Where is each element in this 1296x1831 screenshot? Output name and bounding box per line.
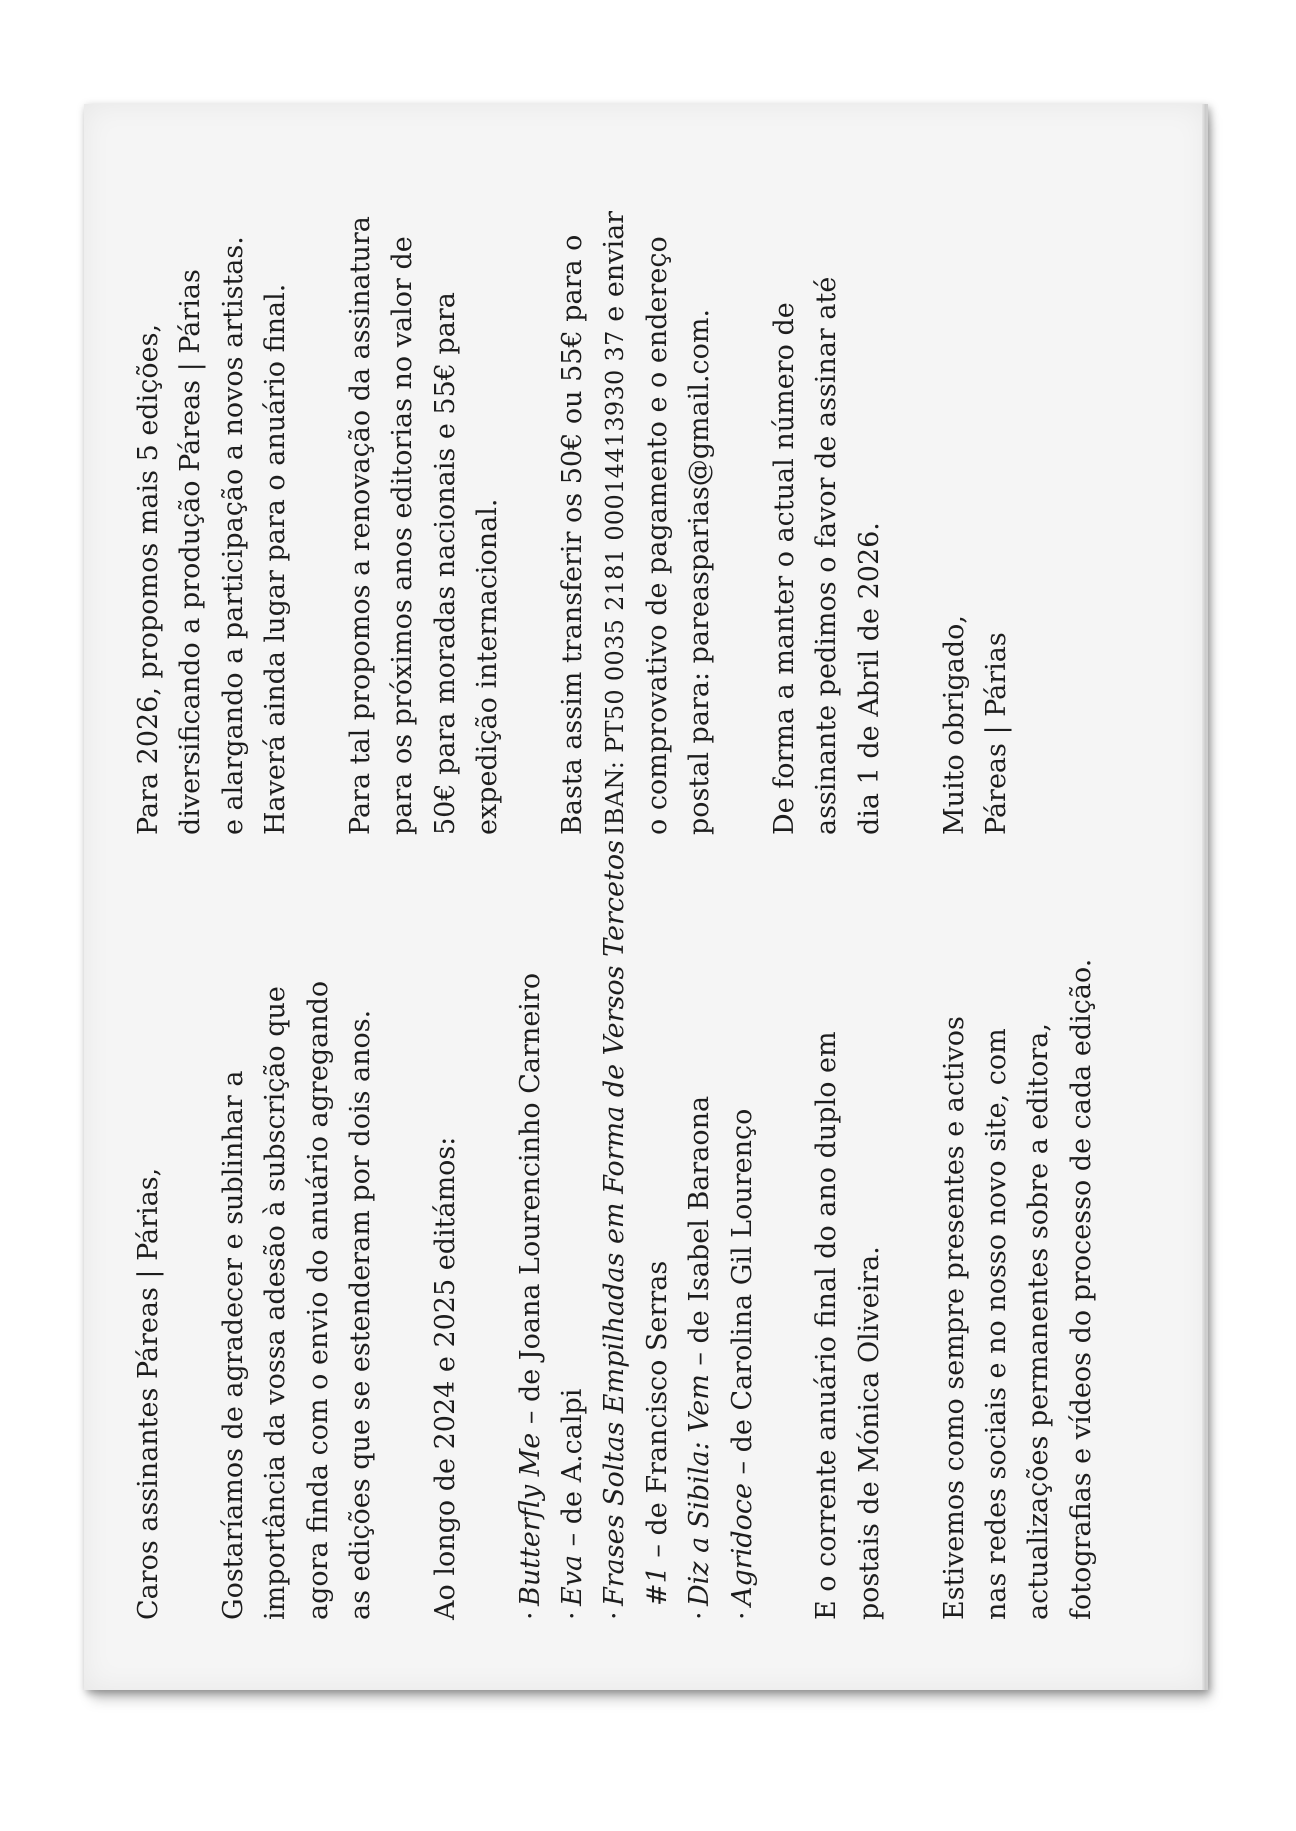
rotated-page [84, 104, 1206, 1690]
deadline-paragraph: De forma a manter o actual número de assinante pedimos o favor de assinar até dia 1 de Abril de 2026. [769, 276, 885, 835]
edition-title: Frases Soltas Empilhadas em Forma de Versos Tercetos #1 [599, 840, 673, 1606]
edition-author: – de A.calpi [557, 1388, 589, 1555]
iban-number: IBAN: PT50 0035 2181 00014413930 37 [601, 330, 630, 835]
thanks-paragraph: Gostaríamos de agradecer e sublinhar a importância da vossa adesão à subscrição que agora finda com o envio do anuário agregando as edições que se estenderam por dois anos. [217, 980, 377, 1620]
list-item: ·Butterfly Me – de Joana Lourencinho Carneiro [514, 972, 546, 1620]
proposal-paragraph: Para 2026, propomos mais 5 edições, diversificando a produção Páreas | Párias e alargando a participação a novos artistas. Haverá ainda lugar para o anuário final. [133, 236, 292, 835]
signature: Páreas | Párias [981, 632, 1013, 835]
edition-author: – de Carolina Gil Lourenço [726, 1108, 758, 1484]
list-item: ·Frases Soltas Empilhadas em Forma de Versos Tercetos #1 – de Francisco Serras [599, 840, 673, 1620]
left-column [128, 840, 1103, 1620]
list-item: ·Diz a Sibila: Vem – de Isabel Baraona [684, 1095, 716, 1620]
payment-line: Basta assim transferir os 50€ ou 55€ para o [557, 234, 589, 835]
renewal-paragraph: Para tal propomos a renovação da assinatura para os próximos anos editorias no valor de 50€ para moradas nacionais e 55€ para expedição internacional. [345, 216, 504, 835]
edition-author: – de Francisco Serras [641, 1260, 673, 1567]
edition-title: Eva [557, 1554, 589, 1606]
payment-paragraph [552, 135, 722, 835]
social-paragraph: Estivemos como sempre presentes e activos nas redes sociais e no nosso novo site, com actualizações permanentes sobre a editora, fotografias e vídeos do processo de cada edição. [938, 958, 1097, 1620]
editions-list [510, 840, 764, 1620]
edition-title: Agridoce [726, 1483, 758, 1606]
payment-instructions: e enviar o comprovativo de pagamento e o endereço postal para: pareasparias@gmail.com. [599, 210, 716, 835]
signoff: Muito obrigado, [938, 615, 970, 835]
list-intro: Ao longo de 2024 e 2025 editámos: [429, 1136, 461, 1620]
list-item: ·Eva – de A.calpi [557, 1388, 589, 1620]
edition-author: – de Joana Lourencinho Carneiro [514, 972, 546, 1433]
annual-paragraph: E o corrente anuário final do ano duplo em postais de Mónica Oliveira. [811, 1031, 885, 1620]
edition-author: – de Isabel Baraona [684, 1095, 716, 1375]
printed-sheet [84, 104, 1208, 1690]
right-column [128, 135, 1018, 835]
edition-title: Diz a Sibila: Vem [684, 1374, 716, 1606]
edition-title: Butterfly Me [514, 1432, 546, 1606]
greeting: Caros assinantes Páreas | Párias, [133, 1167, 164, 1620]
list-item: ·Agridoce – de Carolina Gil Lourenço [726, 1108, 758, 1620]
